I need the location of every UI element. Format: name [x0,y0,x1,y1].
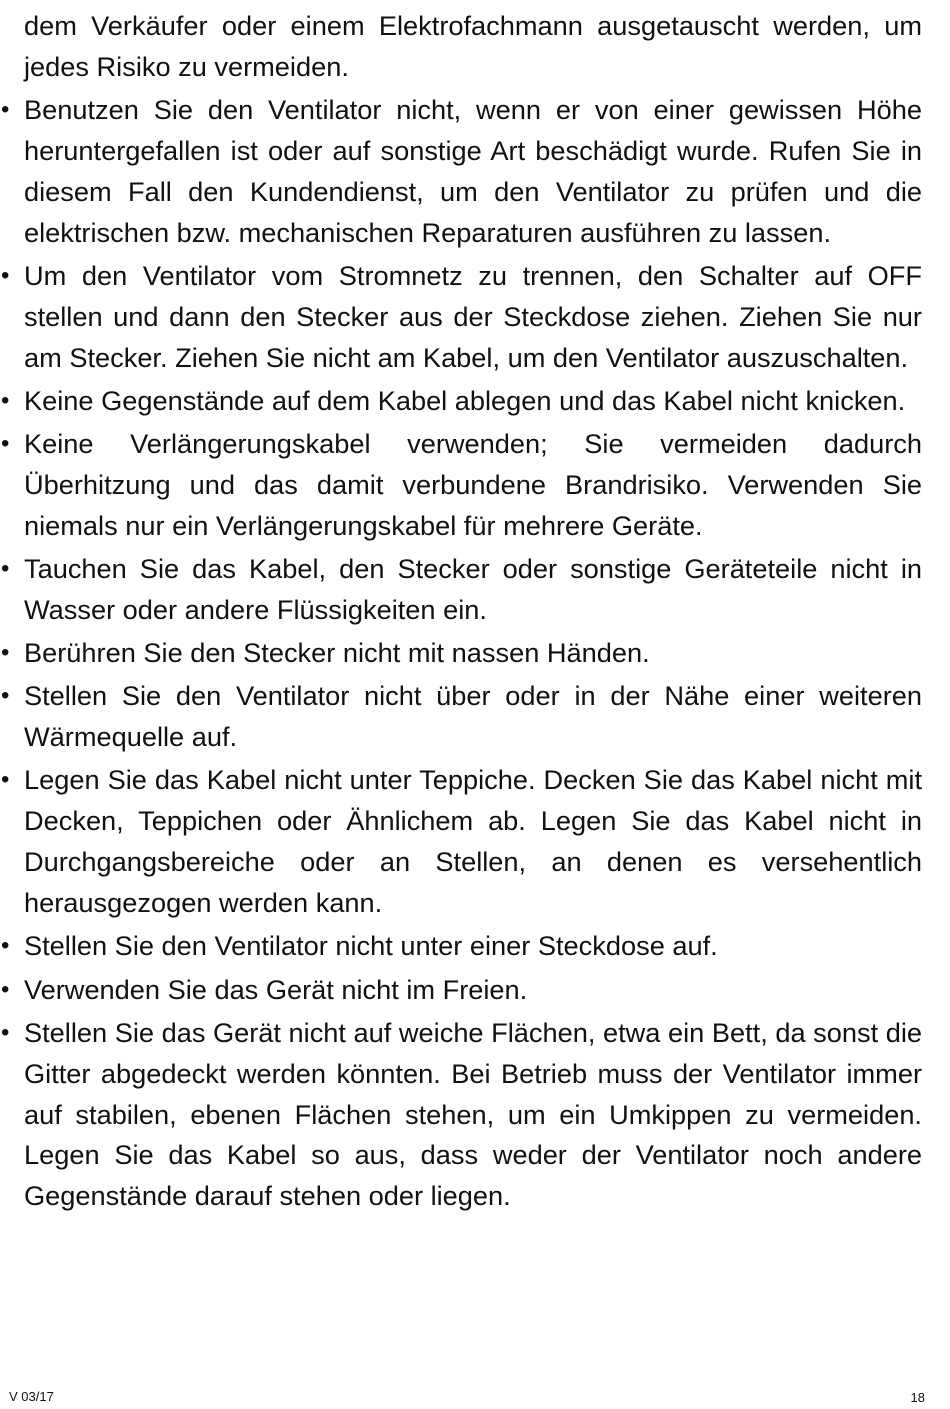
bullet-icon: • [1,95,10,123]
footer-version: V 03/17 [9,1389,54,1404]
bullet-item-1 [1,90,922,254]
bullet-item-10 [1,970,922,1011]
bullet-text: Legen Sie das Kabel nicht unter Teppiche. Decken Sie das Kabel nicht mit Decken, Teppichen oder Ähnlichem ab. Legen Sie das Kabel nicht in Durchgangsbereiche oder an Stellen, an denen es versehentlich herausgezogen werden kann. [24,764,922,919]
bullet-item-3 [1,381,922,422]
bullet-icon: • [1,932,10,960]
bullet-text: Benutzen Sie den Ventilator nicht, wenn er von einer gewissen Höhe heruntergefallen ist oder auf sonstige Art beschädigt wurde. Rufen Sie in diesem Fall den Kundendienst, um den Ventilator zu prüfen und die elektrischen bzw. mechanischen Reparaturen ausführen zu lassen. [24,93,922,248]
bullet-icon: • [1,1018,10,1046]
bullet-item-5 [1,549,922,631]
bullet-item-9 [1,926,922,967]
bullet-text: Tauchen Sie das Kabel, den Stecker oder sonstige Geräteteile nicht in Wasser oder andere Flüssigkeiten ein. [24,552,922,625]
bullet-item-11 [1,1013,922,1218]
bullet-item-6 [1,633,922,674]
bullet-text: Keine Gegenstände auf dem Kabel ablegen und das Kabel nicht knicken. [24,384,906,416]
bullet-text: Berühren Sie den Stecker nicht mit nassen Händen. [24,637,650,669]
bullet-icon: • [1,682,10,710]
bullet-icon: • [1,975,10,1003]
safety-instructions [1,6,922,1220]
bullet-icon: • [1,386,10,414]
bullet-item-7 [1,676,922,758]
bullet-text: Verwenden Sie das Gerät nicht im Freien. [24,973,528,1005]
bullet-text: Keine Verlängerungskabel verwenden; Sie vermeiden dadurch Überhitzung und das damit verbundene Brandrisiko. Verwenden Sie niemals nur ein Verlängerungskabel für mehrere Geräte. [24,427,922,541]
bullet-item-8 [1,760,922,924]
bullet-item-4 [1,424,922,547]
bullet-icon: • [1,261,10,289]
intro-paragraph: dem Verkäufer oder einem Elektrofachmann ausgetauscht werden, um jedes Risiko zu vermeiden. [24,10,922,82]
bullet-icon: • [1,554,10,582]
bullet-text: Um den Ventilator vom Stromnetz zu trennen, den Schalter auf OFF stellen und dann den Stecker aus der Steckdose ziehen. Ziehen Sie nur am Stecker. Ziehen Sie nicht am Kabel, um den Ventilator auszuschalten. [24,259,922,373]
bullet-text: Stellen Sie den Ventilator nicht unter einer Steckdose auf. [24,930,718,962]
bullet-item-2 [1,256,922,379]
bullet-text: Stellen Sie den Ventilator nicht über oder in der Nähe einer weiteren Wärmequelle auf. [24,680,922,753]
bullet-icon: • [1,429,10,457]
bullet-icon: • [1,639,10,667]
footer-page-number: 18 [910,1390,925,1405]
bullet-text: Stellen Sie das Gerät nicht auf weiche Flächen, etwa ein Bett, da sonst die Gitter abgedeckt werden könnten. Bei Betrieb muss der Ventilator immer auf stabilen, ebenen Flächen stehen, um ein Umkippen zu vermeiden. Legen Sie das Kabel so aus, dass weder der Ventilator noch andere Gegenstände darauf stehen oder liegen. [24,1016,922,1212]
bullet-icon: • [1,766,10,794]
